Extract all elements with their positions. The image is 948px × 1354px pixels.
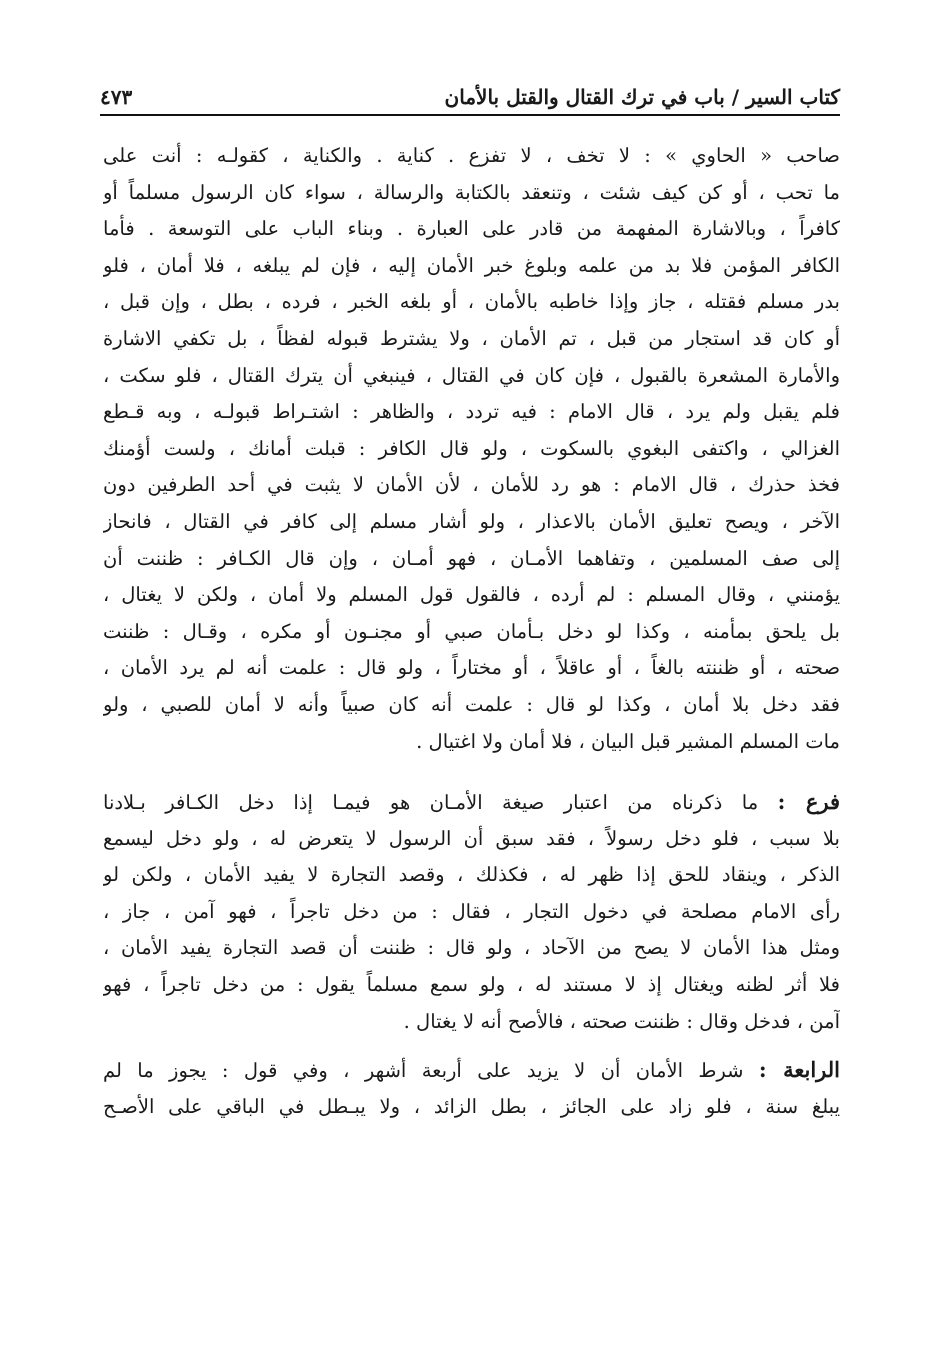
text-line-with-lead: [103, 1052, 840, 1089]
text-line: مات المسلم المشير قبل البيان ، فلا أمان ولا اغتيال .: [416, 729, 840, 753]
text-line: بلا سبب ، فلو دخل رسولاً ، فقد سبق أن الرسول لا يتعرض له ، ولو دخل ليسمع: [103, 826, 840, 850]
text-line: ما تحب ، أو كن كيف شئت ، وتنعقد بالكتابة والرسالة ، سواء كان الرسول مسلماً أو: [103, 180, 840, 204]
paragraph-gap: [103, 1040, 840, 1052]
paragraph-rabia: [103, 1052, 840, 1125]
text-line: آمن ، فدخل وقال : ظننت صحته ، فالأصح أنه لا يغتال .: [403, 1009, 840, 1033]
text-line: أو كان قد استجار من قبل ، تم الأمان ، ولا يشترط قبوله لفظاً ، بل تكفي الاشارة: [103, 326, 840, 350]
text-line: بل يلحق بمأمنه ، وكذا لو دخل بـأمان صبي أو مجنـون أو مكره ، وقـال : ظننت: [103, 619, 840, 643]
text-line: فقد دخل بلا أمان ، وكذا لو قال : علمت أنه كان صبياً وأنه لا أمان للصبي ، ولو: [103, 692, 840, 716]
section-lead-far: فرع :: [777, 789, 840, 815]
section-lead-rabia: الرابعة :: [758, 1057, 840, 1083]
text-line: فلا أثر لظنه ويغتال إذ لا مستند له ، ولو سمع مسلماً يقول : من دخل تاجراً ، فهو: [103, 973, 840, 997]
header-rule: [100, 114, 840, 116]
text-line: فخذ حذرك ، قال الامام : هو رد للأمان ، لأن الأمان لا يثبت في أحد الطرفين دون: [103, 473, 840, 497]
text-line: الكافر المؤمن فلا بد من علمه وبلوغ خبر الأمان إليه ، فإن لم يبلغه ، فلا أمان ، فلو: [103, 253, 840, 277]
text-line: الذكر ، وينقاد للحق إذا ظهر له ، فكذلك ، وقصد التجارة لا يفيد الأمان ، ولكن لو: [103, 863, 840, 887]
running-title: كتاب السير / باب في ترك القتال والقتل بالأمان: [444, 85, 840, 109]
paragraph-main: [103, 138, 840, 760]
text-line: شرط الأمان أن لا يزيد على أربعة أشهر ، وفي قول : يجوز ما لم: [103, 1059, 744, 1083]
text-line: الآخر ، ويصح تعليق الأمان بالاعذار ، ولو أشار مسلم إلى كافر في القتال ، فانحاز: [103, 509, 840, 533]
page-body: [103, 138, 840, 1125]
text-line: والأمارة المشعرة بالقبول ، فإن كان في القتال ، فينبغي أن يترك القتال ، فلو سكت ،: [103, 363, 840, 387]
text-line: يؤمنني ، وقال المسلم : لم أرده ، فالقول قول المسلم ولا أمان ، ولكن لا يغتال ،: [103, 583, 840, 607]
page-number: ٤٧٣: [100, 85, 133, 109]
paragraph-far: [103, 784, 840, 1040]
page-header: [100, 78, 840, 112]
text-line: بدر مسلم فقتله ، جاز وإذا خاطبه بالأمان ، أو بلغه الخبر ، فرده ، بطل ، وإن قبل ،: [103, 290, 840, 314]
paragraph-gap: [103, 760, 840, 784]
text-line: ومثل هذا الأمان لا يصح من الآحاد ، ولو قال : ظننت أن قصد التجارة يفيد الأمان ،: [103, 936, 840, 960]
text-line-with-lead: [103, 784, 840, 821]
text-line: فلم يقبل ولم يرد ، قال الامام : فيه تردد ، والظاهر : اشتـراط قبولـه ، وبه قـطع: [103, 400, 840, 424]
text-line: إلى صف المسلمين ، وتفاهما الأمـان ، فهو أمـان ، وإن قال الكـافر : ظننت أن: [103, 546, 840, 570]
text-line: كافراً ، وبالاشارة المفهمة من قادر على العبارة . وبناء الباب على التوسعة . فأما: [103, 217, 840, 241]
text-line: صحته ، أو ظننته بالغاً ، أو عاقلاً ، أو مختاراً ، ولو قال : علمت أنه لم يرد الأمان ،: [103, 656, 840, 680]
text-line: رأى الامام مصلحة في دخول التجار ، فقال : من دخل تاجراً ، فهو آمن ، جاز ،: [103, 899, 840, 923]
text-line: يبلغ سنة ، فلو زاد على الجائز ، بطل الزائد ، ولا يبـطل في الباقي على الأصـح: [103, 1094, 840, 1118]
text-line: الغزالي ، واكتفى البغوي بالسكوت ، ولو قال الكافر : قبلت أمانك ، ولست أؤمنك: [103, 436, 840, 460]
text-line: صاحب « الحاوي » : لا تخف ، لا تفزع . كناية . والكناية ، كقولـه : أنت على: [103, 144, 840, 167]
text-line: ما ذكرناه من اعتبار صيغة الأمـان هو فيمـا إذا دخل الكـافر بـلادنا: [103, 791, 759, 815]
